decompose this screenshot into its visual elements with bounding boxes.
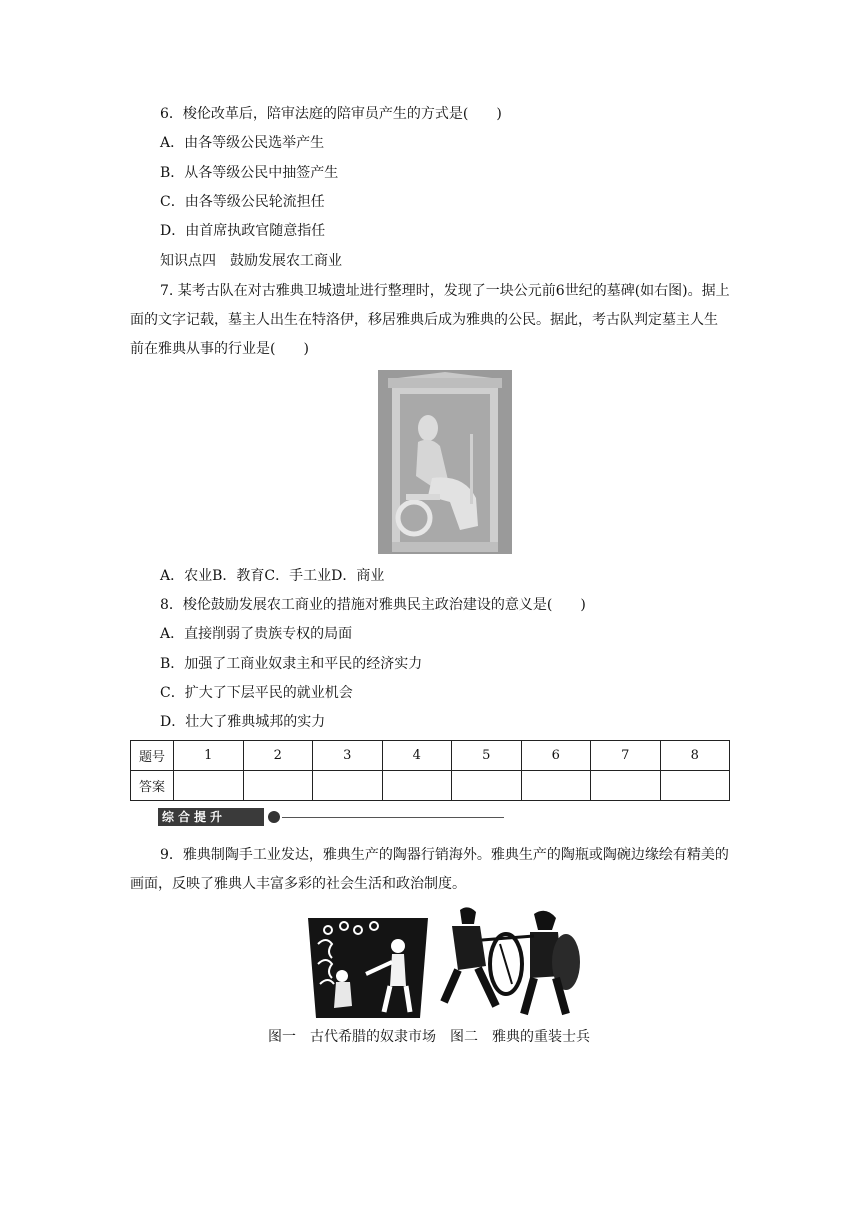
question-number-cell: 2 <box>243 741 313 771</box>
question-number-cell: 7 <box>591 741 661 771</box>
q7-options: A．农业B．教育C．手工业D．商业 <box>160 568 385 584</box>
q7-stem: 7. 某考古队在对古雅典卫城遗址进行整理时，发现了一块公元前6世纪的墓碑(如右图)。据上面的文字记载，墓主人出生在特洛伊，移居雅典后成为雅典的公民。据此，考古队判定墓主人生前在雅典从事的行业是( ) <box>130 283 730 357</box>
figure-caption: 图一 古代希腊的奴隶市场 图二 雅典的重装士兵 <box>268 1029 590 1045</box>
answer-cell[interactable] <box>174 771 244 801</box>
slave-market-vase-image <box>306 916 430 1020</box>
answer-row-label: 答案 <box>131 771 174 801</box>
answer-table-number-row <box>131 741 730 771</box>
answer-cell[interactable] <box>521 771 591 801</box>
q9-text: 9．雅典制陶手工业发达，雅典生产的陶器行销海外。雅典生产的陶瓶或陶碗边缘绘有精美的画面，反映了雅典人丰富多彩的社会生活和政治制度。 <box>130 847 729 892</box>
answer-cell[interactable] <box>382 771 452 801</box>
answer-table <box>130 740 730 801</box>
question-number-cell: 6 <box>521 741 591 771</box>
q6-option-a: A．由各等级公民选举产生 <box>160 135 325 151</box>
answer-cell[interactable] <box>660 771 730 801</box>
section-divider <box>282 817 504 818</box>
q8-option-a: A．直接削弱了贵族专权的局面 <box>160 626 353 642</box>
tombstone-relief-image <box>378 370 512 554</box>
answer-table-answer-row <box>131 771 730 801</box>
hoplite-soldiers-image <box>438 906 584 1020</box>
number-row-label: 题号 <box>131 741 174 771</box>
answer-cell[interactable] <box>313 771 383 801</box>
answer-cell[interactable] <box>243 771 313 801</box>
question-number-cell: 8 <box>660 741 730 771</box>
q8-option-d: D．壮大了雅典城邦的实力 <box>160 714 326 730</box>
question-number-cell: 4 <box>382 741 452 771</box>
q6-stem: 6．梭伦改革后，陪审法庭的陪审员产生的方式是( ) <box>160 106 502 122</box>
q8-option-c: C．扩大了下层平民的就业机会 <box>160 685 353 701</box>
answer-cell[interactable] <box>452 771 522 801</box>
knowledge-point-heading: 知识点四 鼓励发展农工商业 <box>160 253 342 269</box>
answer-cell[interactable] <box>591 771 661 801</box>
bullet-icon <box>268 811 280 823</box>
question-number-cell: 1 <box>174 741 244 771</box>
q8-stem: 8．梭伦鼓励发展农工商业的措施对雅典民主政治建设的意义是( ) <box>160 597 586 613</box>
question-number-cell: 5 <box>452 741 522 771</box>
q6-option-c: C．由各等级公民轮流担任 <box>160 194 325 210</box>
q8-option-b: B．加强了工商业奴隶主和平民的经济实力 <box>160 656 423 672</box>
section-header <box>158 806 504 828</box>
q6-option-b: B．从各等级公民中抽签产生 <box>160 165 339 181</box>
question-number-cell: 3 <box>313 741 383 771</box>
section-title: 综合提升 <box>162 810 227 824</box>
q6-option-d: D．由首席执政官随意指任 <box>160 223 326 239</box>
